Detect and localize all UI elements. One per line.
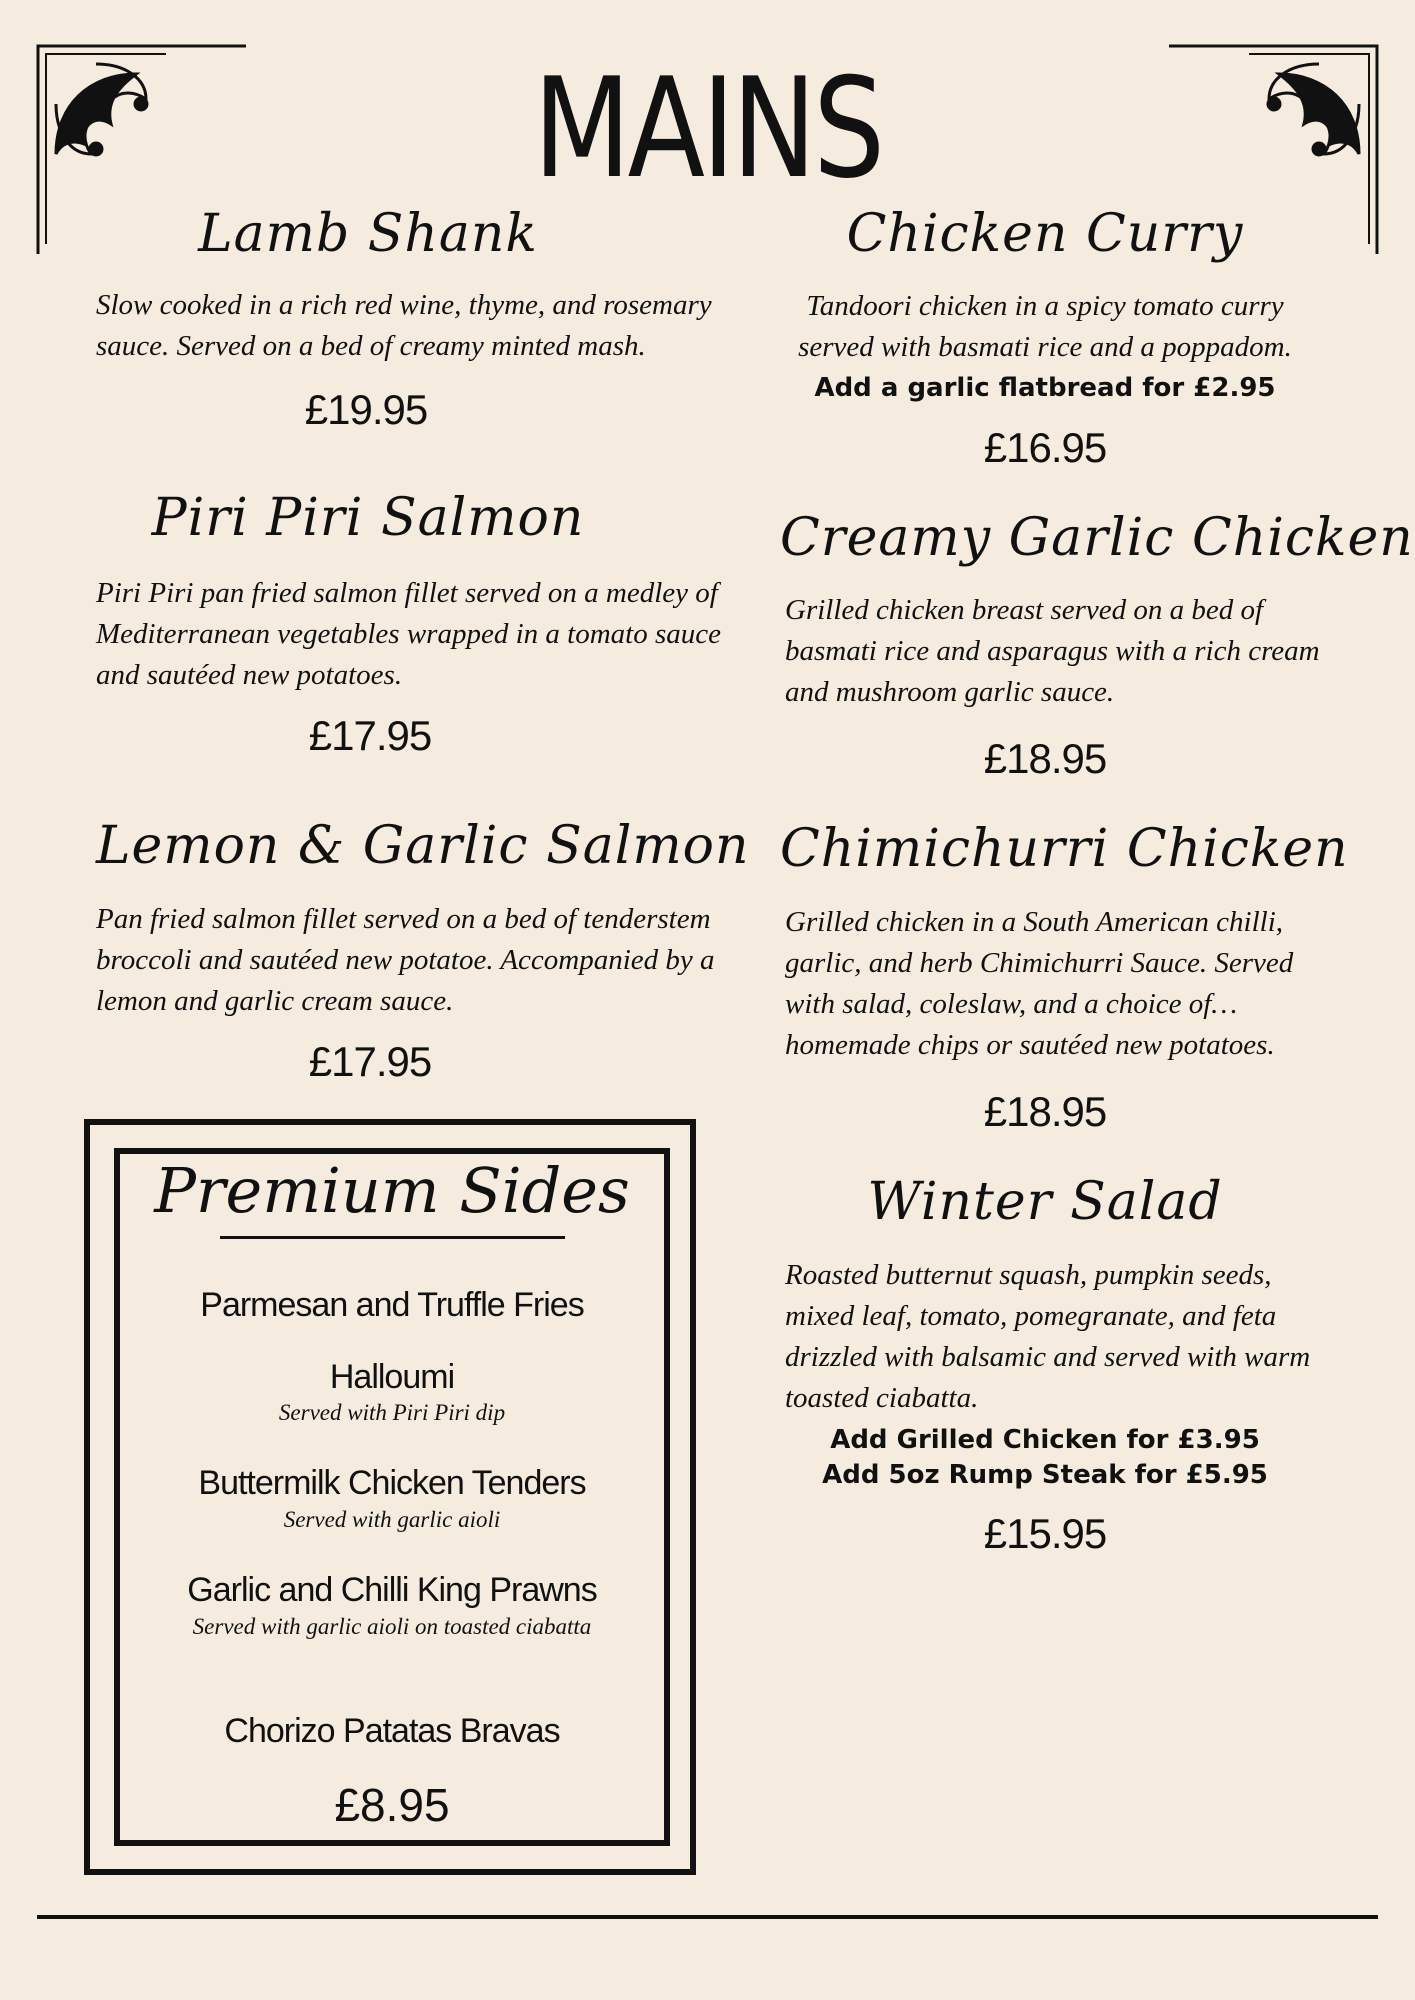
dish-extra: Add 5oz Rump Steak for £5.95 — [822, 1460, 1268, 1490]
dish-description: Grilled chicken in a South American chilli, garlic, and herb Chimichurri Sauce. Served with salad, coleslaw, and a choice of… homemade chips or sautéed new potatoes. — [785, 906, 1294, 1061]
side-item-name: Garlic and Chilli King Prawns — [187, 1571, 597, 1609]
side-item-name: Halloumi — [329, 1358, 455, 1396]
dish-price: £17.95 — [308, 712, 432, 759]
side-item-name: Buttermilk Chicken Tenders — [198, 1464, 586, 1502]
dish-extra: Add Grilled Chicken for £3.95 — [830, 1425, 1260, 1455]
dish-price: £16.95 — [983, 424, 1107, 471]
dish-lemon-garlic-salmon — [96, 816, 750, 876]
dish-name: Chimichurri Chicken — [780, 819, 1349, 879]
dish-name: Creamy Garlic Chicken — [780, 508, 1414, 568]
side-item-note: Served with garlic aioli on toasted ciabatta — [192, 1614, 592, 1639]
dish-description: Grilled chicken breast served on a bed of basmati rice and asparagus with a rich cream and mushroom garlic sauce. — [785, 594, 1320, 708]
dish-description: Piri Piri pan fried salmon fillet served on a medley of Mediterranean vegetables wrapped in a tomato sauce and sautéed new potatoes. — [96, 577, 721, 691]
side-item-note: Served with Piri Piri dip — [278, 1400, 506, 1425]
side-item-name: Parmesan and Truffle Fries — [200, 1286, 584, 1324]
dish-description: Pan fried salmon fillet served on a bed of tenderstem broccoli and sautéed new potatoe. Accompanied by a lemon and garlic cream sauce. — [96, 903, 715, 1017]
dish-price: £18.95 — [983, 735, 1107, 782]
dish-description: Roasted butternut squash, pumpkin seeds, mixed leaf, tomato, pomegranate, and feta drizzled with balsamic and served with warm toasted ciabatta. — [785, 1259, 1311, 1414]
dish-name: Winter Salad — [867, 1172, 1223, 1232]
dish-chimichurri-chicken — [780, 819, 1349, 879]
side-item-note: Served with garlic aioli — [283, 1507, 501, 1532]
dish-price: £17.95 — [308, 1038, 432, 1085]
dish-name: Lemon & Garlic Salmon — [96, 816, 750, 876]
dish-extra: Add a garlic flatbread for £2.95 — [814, 373, 1276, 403]
dish-price: £19.95 — [304, 386, 428, 433]
dish-winter-salad — [780, 1172, 1310, 1232]
premium-sides-underline — [220, 1236, 565, 1239]
dish-price: £15.95 — [983, 1510, 1107, 1557]
dish-lamb-shank — [96, 204, 640, 264]
dish-creamy-garlic-chicken — [780, 508, 1414, 568]
premium-sides-title: Premium Sides — [154, 1154, 630, 1227]
dish-chicken-curry — [780, 204, 1310, 264]
dish-description: Tandoori chicken in a spicy tomato curry served with basmati rice and a poppadom. — [798, 290, 1292, 363]
dish-piri-piri-salmon — [96, 488, 640, 548]
side-item-name: Chorizo Patatas Bravas — [224, 1712, 560, 1750]
dish-name: Chicken Curry — [846, 204, 1244, 264]
dish-description: Slow cooked in a rich red wine, thyme, and rosemary sauce. Served on a bed of creamy minted mash. — [96, 289, 712, 362]
dish-price: £18.95 — [983, 1088, 1107, 1135]
premium-sides-price: £8.95 — [334, 1779, 450, 1831]
dish-name: Lamb Shank — [198, 204, 538, 264]
bottom-divider — [37, 1915, 1378, 1919]
page-title: MAINS — [533, 48, 882, 209]
dish-name: Piri Piri Salmon — [151, 488, 585, 548]
